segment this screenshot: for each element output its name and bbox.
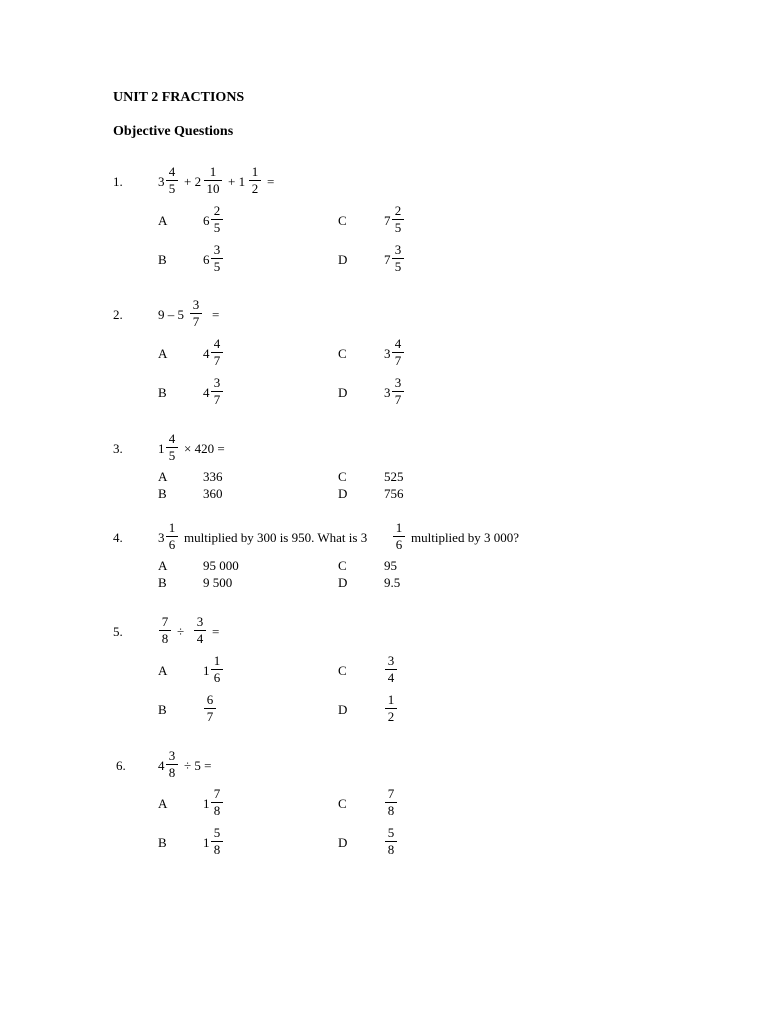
stem-fraction: [166, 432, 178, 463]
denominator: 8: [168, 765, 176, 780]
option-whole: 1: [203, 663, 210, 678]
numerator: 7: [385, 787, 397, 803]
option-letter: C: [338, 796, 347, 811]
option-whole: 4: [203, 346, 210, 361]
page-title: UNIT 2 FRACTIONS: [113, 90, 245, 105]
denominator: 7: [213, 392, 221, 407]
denominator: 8: [213, 803, 221, 818]
option-whole: 1: [203, 835, 210, 850]
numerator: 7: [159, 615, 171, 631]
stem-text: × 420 =: [184, 441, 225, 456]
numerator: 3: [190, 298, 202, 314]
stem-text: 3: [158, 530, 165, 545]
stem-fraction: [190, 298, 202, 329]
option-letter: D: [338, 385, 348, 400]
denominator: 7: [394, 353, 402, 368]
denominator: 2: [251, 181, 259, 196]
option-letter: B: [158, 385, 167, 400]
option-fraction: [385, 654, 397, 685]
option-letter: A: [158, 213, 168, 228]
option-letter: A: [158, 558, 168, 573]
stem-fraction: [166, 165, 178, 196]
stem-text: + 1: [228, 174, 246, 189]
denominator: 7: [213, 353, 221, 368]
numerator: 3: [194, 615, 206, 631]
stem-text: ÷: [177, 624, 185, 639]
option-letter: A: [158, 663, 168, 678]
stem-text: =: [212, 307, 220, 322]
option-whole: 6: [203, 252, 210, 267]
option-fraction: [204, 693, 216, 724]
numerator: 1: [166, 521, 178, 537]
denominator: 8: [213, 842, 221, 857]
numerator: 4: [211, 337, 223, 353]
option-fraction: [392, 204, 404, 235]
option-letter: C: [338, 558, 347, 573]
stem-fraction: [166, 749, 178, 780]
numerator: 1: [204, 165, 222, 181]
numerator: 1: [249, 165, 261, 181]
option-letter: D: [338, 575, 348, 590]
numerator: 4: [166, 432, 178, 448]
option-value: 360: [203, 486, 223, 501]
numerator: 4: [392, 337, 404, 353]
option-letter: D: [338, 835, 348, 850]
option-letter: B: [158, 486, 167, 501]
numerator: 7: [211, 787, 223, 803]
numerator: 5: [211, 826, 223, 842]
numerator: 1: [211, 654, 223, 670]
denominator: 5: [168, 181, 176, 196]
stem-fraction: [166, 521, 178, 552]
option-whole: 3: [384, 346, 391, 361]
denominator: 7: [192, 314, 200, 329]
question-number: 4.: [113, 530, 123, 545]
option-letter: D: [338, 252, 348, 267]
numerator: 2: [211, 204, 223, 220]
numerator: 3: [392, 376, 404, 392]
option-fraction: [211, 204, 223, 235]
denominator: 10: [206, 181, 220, 196]
stem-text: 1: [158, 441, 165, 456]
option-fraction: [392, 337, 404, 368]
option-value: 336: [203, 469, 223, 484]
option-letter: B: [158, 702, 167, 717]
stem-fraction: [194, 615, 206, 646]
numerator: 3: [385, 654, 397, 670]
question-number: 6.: [116, 758, 126, 773]
denominator: 4: [387, 670, 395, 685]
option-letter: B: [158, 252, 167, 267]
numerator: 3: [211, 376, 223, 392]
option-whole: 7: [384, 213, 391, 228]
numerator: 2: [392, 204, 404, 220]
option-letter: A: [158, 796, 168, 811]
stem-fraction: [159, 615, 171, 646]
stem-text: ÷ 5 =: [184, 758, 212, 773]
question-number: 3.: [113, 441, 123, 456]
section-subtitle: Objective Questions: [113, 124, 234, 139]
denominator: 6: [168, 537, 176, 552]
option-fraction: [211, 654, 223, 685]
stem-text: 9 – 5: [158, 307, 184, 322]
denominator: 8: [387, 803, 395, 818]
numerator: 1: [393, 521, 405, 537]
option-letter: D: [338, 702, 348, 717]
stem-text: multiplied by 300 is 950. What is 3: [184, 530, 368, 545]
option-whole: 7: [384, 252, 391, 267]
question-number: 5.: [113, 624, 123, 639]
stem-fraction: [204, 165, 222, 196]
numerator: 6: [204, 693, 216, 709]
option-letter: A: [158, 469, 168, 484]
option-fraction: [211, 337, 223, 368]
option-fraction: [211, 826, 223, 857]
option-whole: 6: [203, 213, 210, 228]
stem-text: =: [267, 174, 275, 189]
denominator: 5: [168, 448, 176, 463]
option-fraction: [392, 376, 404, 407]
stem-text: 3: [158, 174, 165, 189]
option-fraction: [385, 787, 397, 818]
option-value: 95 000: [203, 558, 239, 573]
question-number: 2.: [113, 307, 123, 322]
option-value: 95: [384, 558, 397, 573]
denominator: 6: [213, 670, 221, 685]
option-letter: D: [338, 486, 348, 501]
option-whole: 3: [384, 385, 391, 400]
stem-fraction: [393, 521, 405, 552]
option-letter: C: [338, 213, 347, 228]
option-value: 525: [384, 469, 404, 484]
numerator: 3: [392, 243, 404, 259]
denominator: 4: [196, 631, 204, 646]
option-whole: 4: [203, 385, 210, 400]
option-letter: A: [158, 346, 168, 361]
option-fraction: [211, 243, 223, 274]
denominator: 2: [387, 709, 395, 724]
denominator: 5: [213, 220, 221, 235]
stem-fraction: [249, 165, 261, 196]
option-fraction: [211, 787, 223, 818]
numerator: 1: [385, 693, 397, 709]
option-value: 9.5: [384, 575, 401, 590]
option-fraction: [385, 826, 397, 857]
stem-text: multiplied by 3 000?: [411, 530, 519, 545]
question-number: 1.: [113, 174, 123, 189]
numerator: 3: [166, 749, 178, 765]
option-letter: B: [158, 575, 167, 590]
denominator: 8: [387, 842, 395, 857]
numerator: 5: [385, 826, 397, 842]
option-letter: C: [338, 469, 347, 484]
denominator: 8: [161, 631, 169, 646]
numerator: 3: [211, 243, 223, 259]
denominator: 5: [394, 259, 402, 274]
denominator: 5: [394, 220, 402, 235]
denominator: 5: [213, 259, 221, 274]
option-fraction: [211, 376, 223, 407]
option-whole: 1: [203, 796, 210, 811]
option-fraction: [392, 243, 404, 274]
denominator: 6: [395, 537, 403, 552]
stem-text: =: [212, 624, 220, 639]
denominator: 7: [394, 392, 402, 407]
option-value: 756: [384, 486, 404, 501]
denominator: 7: [206, 709, 214, 724]
stem-text: + 2: [184, 174, 202, 189]
option-letter: C: [338, 346, 347, 361]
option-letter: C: [338, 663, 347, 678]
option-fraction: [385, 693, 397, 724]
numerator: 4: [166, 165, 178, 181]
option-letter: B: [158, 835, 167, 850]
stem-text: 4: [158, 758, 165, 773]
option-value: 9 500: [203, 575, 233, 590]
